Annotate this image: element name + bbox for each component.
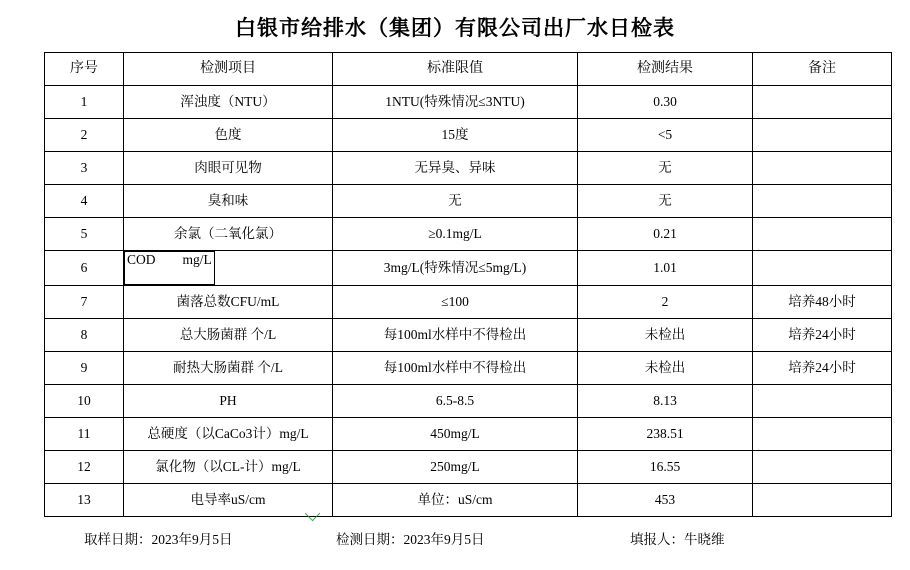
- cell-limit: 每100ml水样中不得检出: [333, 352, 578, 385]
- report-table-container: [0, 52, 910, 517]
- cell-item: 色度: [124, 119, 333, 152]
- table-row: [45, 352, 892, 385]
- table-row: [45, 319, 892, 352]
- cell-remark: [753, 418, 892, 451]
- table-row: [45, 86, 892, 119]
- cell-limit: 每100ml水样中不得检出: [333, 319, 578, 352]
- cell-result: 0.30: [578, 86, 753, 119]
- cell-limit: 450mg/L: [333, 418, 578, 451]
- cell-remark: 培养48小时: [753, 286, 892, 319]
- cell-limit: 无异臭、异味: [333, 152, 578, 185]
- cell-remark: 培养24小时: [753, 352, 892, 385]
- cell-result: 453: [578, 484, 753, 517]
- cell-item: 总大肠菌群 个/L: [124, 319, 333, 352]
- table-row: [45, 385, 892, 418]
- cell-limit: 6.5-8.5: [333, 385, 578, 418]
- cell-result: 8.13: [578, 385, 753, 418]
- table-row: [45, 451, 892, 484]
- cell-no: 5: [45, 218, 124, 251]
- cell-remark: [753, 385, 892, 418]
- document-footer: [0, 528, 910, 548]
- cell-result: 2: [578, 286, 753, 319]
- header-cell-result: 检测结果: [578, 53, 753, 86]
- header-cell-no: 序号: [45, 53, 124, 86]
- cell-no: 8: [45, 319, 124, 352]
- table-row: [45, 286, 892, 319]
- table-row: [45, 185, 892, 218]
- test-date-text: 检测日期：2023年9月5日: [336, 532, 485, 547]
- cell-item: 浑浊度（NTU）: [124, 86, 333, 119]
- cell-limit: 无: [333, 185, 578, 218]
- header-cell-remark: 备注: [753, 53, 892, 86]
- cell-remark: [753, 86, 892, 119]
- cell-no: 2: [45, 119, 124, 152]
- cell-remark: [753, 451, 892, 484]
- cell-remark: [753, 185, 892, 218]
- cell-no: 7: [45, 286, 124, 319]
- cell-remark: 培养24小时: [753, 319, 892, 352]
- filler-name-text: 填报人：牛晓维: [630, 532, 725, 547]
- table-row: [45, 152, 892, 185]
- cell-item: 肉眼可见物: [124, 152, 333, 185]
- cell-no: 11: [45, 418, 124, 451]
- cell-item: 耐热大肠菌群 个/L: [124, 352, 333, 385]
- cell-item: 氯化物（以CL-计）mg/L: [124, 451, 333, 484]
- water-daily-report-table: [44, 52, 892, 517]
- cell-no: 10: [45, 385, 124, 418]
- cell-result: <5: [578, 119, 753, 152]
- table-row: [45, 218, 892, 251]
- cell-result: 1.01: [578, 251, 753, 286]
- header-cell-item: 检测项目: [124, 53, 333, 86]
- cell-no: 9: [45, 352, 124, 385]
- cell-limit: ≥0.1mg/L: [333, 218, 578, 251]
- cell-result: 0.21: [578, 218, 753, 251]
- cell-limit: 单位：uS/cm: [333, 484, 578, 517]
- cell-limit: 15度: [333, 119, 578, 152]
- cell-remark: [753, 119, 892, 152]
- cell-item: 电导率uS/cm: [124, 484, 333, 517]
- cell-result: 无: [578, 152, 753, 185]
- table-body: [45, 86, 892, 517]
- cell-result: 未检出: [578, 352, 753, 385]
- cell-item: 臭和味: [124, 185, 333, 218]
- sample-date-text: 取样日期：2023年9月5日: [84, 532, 233, 547]
- cell-limit: 250mg/L: [333, 451, 578, 484]
- cell-result: 无: [578, 185, 753, 218]
- cell-item: COD mg/L: [124, 251, 215, 285]
- cell-no: 12: [45, 451, 124, 484]
- cell-no: 1: [45, 86, 124, 119]
- cell-item: 总硬度（以CaCo3计）mg/L: [124, 418, 333, 451]
- cell-limit: ≤100: [333, 286, 578, 319]
- cell-limit: 1NTU(特殊情况≤3NTU): [333, 86, 578, 119]
- table-row: [45, 484, 892, 517]
- cell-no: 4: [45, 185, 124, 218]
- cell-remark: [753, 251, 892, 286]
- cell-no: 13: [45, 484, 124, 517]
- cell-result: 未检出: [578, 319, 753, 352]
- header-cell-limit: 标准限值: [333, 53, 578, 86]
- cell-remark: [753, 152, 892, 185]
- cell-item: 余氯（二氧化氯）: [124, 218, 333, 251]
- page-title: 白银市给排水（集团）有限公司出厂水日检表: [235, 16, 675, 40]
- table-header-row: [45, 53, 892, 86]
- table-row: [45, 418, 892, 451]
- cell-remark: [753, 218, 892, 251]
- cell-result: 238.51: [578, 418, 753, 451]
- cell-remark: [753, 484, 892, 517]
- table-row: [45, 251, 892, 286]
- cell-no: 3: [45, 152, 124, 185]
- cell-item: PH: [124, 385, 333, 418]
- cell-limit: 3mg/L(特殊情况≤5mg/L): [333, 251, 578, 286]
- table-row: [45, 119, 892, 152]
- cell-result: 16.55: [578, 451, 753, 484]
- table-header: [45, 53, 892, 86]
- cell-no: 6: [45, 251, 124, 286]
- cell-item: 菌落总数CFU/mL: [124, 286, 333, 319]
